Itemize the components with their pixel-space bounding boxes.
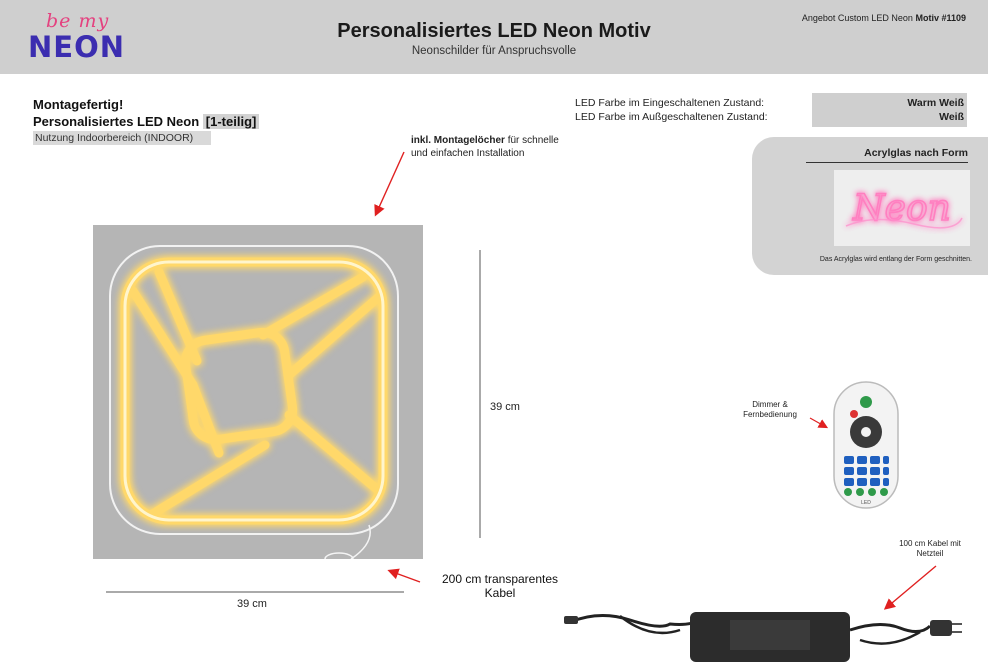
- usage-text: Nutzung Indoorbereich (INDOOR): [33, 131, 211, 145]
- remote-brand: LED: [861, 500, 871, 506]
- logo-be-my: be my: [46, 10, 110, 32]
- ready-text: Montagefertig!: [33, 97, 124, 112]
- mounting-bold: inkl. Montagelöcher: [411, 135, 505, 146]
- color-off-label: LED Farbe im Außgeschaltenen Zustand:: [575, 111, 768, 123]
- transparent-cable-label: [430, 572, 570, 600]
- remote-control-image: [830, 380, 902, 512]
- power-cable-line1: 100 cm Kabel mit: [899, 539, 961, 548]
- product-line-text: Personalisiertes LED Neon: [33, 114, 200, 129]
- power-supply-image: [560, 580, 980, 667]
- transparent-cable-line1: 200 cm transparentes: [441, 572, 559, 586]
- width-dimension: 39 cm: [237, 598, 267, 610]
- offer-prefix: Angebot Custom LED Neon: [801, 13, 913, 23]
- mounting-line2: und einfachen Installation: [411, 148, 525, 159]
- color-on-value: Warm Weiß: [907, 97, 964, 109]
- transparent-cable-line2: Kabel: [484, 586, 516, 600]
- power-cable-label: [880, 539, 980, 559]
- acrylic-title: Acrylglas nach Form: [806, 147, 968, 163]
- acrylic-caption: Das Acrylglas wird entlang der Form geschnitten.: [819, 256, 972, 263]
- color-on-label: LED Farbe im Eingeschaltenen Zustand:: [575, 97, 765, 109]
- dimmer-line1: Dimmer &: [752, 400, 788, 409]
- page-title: Personalisiertes LED Neon Motiv: [337, 20, 651, 42]
- logo-neon: NEON: [28, 30, 126, 64]
- height-dimension: 39 cm: [490, 401, 520, 413]
- offer-motiv: Motiv #1109: [915, 13, 966, 23]
- power-cable-line2: Netzteil: [916, 549, 944, 558]
- page-subtitle: Neonschilder für Anspruchsvolle: [411, 45, 577, 57]
- dimmer-remote-label: [725, 400, 815, 420]
- dimmer-line2: Fernbedienung: [743, 410, 797, 419]
- acrylic-sample-text: Neon: [853, 188, 951, 229]
- parts-badge: [1-teilig]: [203, 114, 260, 129]
- mounting-rest: für schnelle: [507, 135, 559, 146]
- color-off-value: Weiß: [939, 111, 964, 123]
